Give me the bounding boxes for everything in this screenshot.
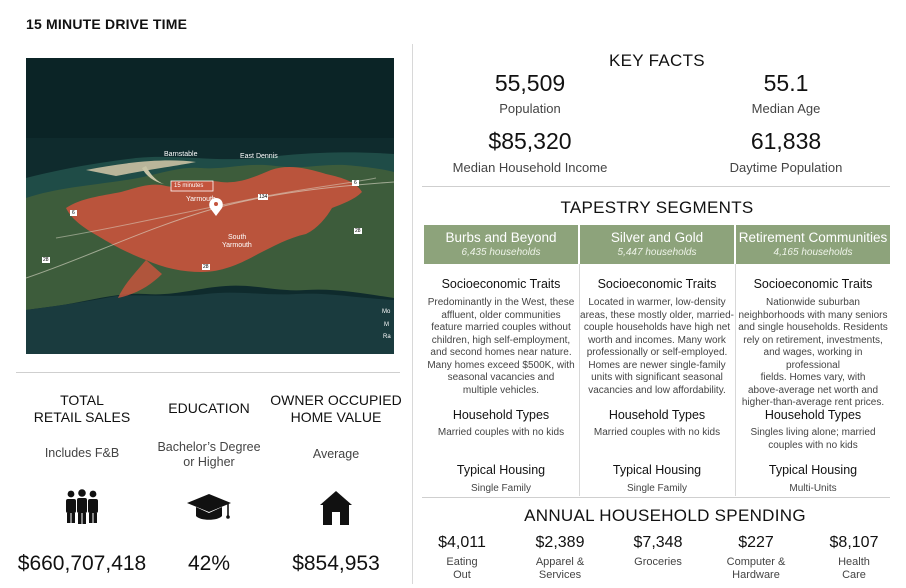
road-marker-28-west: 28 xyxy=(43,257,49,263)
spending-eating-out-label xyxy=(422,556,502,582)
map-corner-label-3: Ra xyxy=(383,334,391,340)
median-income-value: $85,320 xyxy=(488,128,572,154)
traits-line: multiple vehicles. xyxy=(462,384,540,396)
spending-title: ANNUAL HOUSEHOLD SPENDING xyxy=(524,506,806,525)
household-types-line: Married couples with no kids xyxy=(593,427,721,438)
housing-text: Single Family xyxy=(626,483,688,494)
road-marker-28-east: 28 xyxy=(355,228,361,234)
spending-label-line: Apparel & xyxy=(535,556,585,568)
map-label-yarmouth: Yarmouth xyxy=(186,196,216,203)
segment-header-silver-gold xyxy=(580,225,734,264)
segment-households: 5,447 households xyxy=(617,247,697,258)
median-income-label: Median Household Income xyxy=(452,160,608,175)
segment-name: Burbs and Beyond xyxy=(445,230,557,245)
household-types-line: Married couples with no kids xyxy=(437,427,565,438)
stat-title-line-1: EDUCATION xyxy=(168,400,250,416)
housing-heading: Typical Housing xyxy=(768,463,858,477)
stat-education xyxy=(150,400,268,470)
traits-line: Nationwide suburban xyxy=(766,297,860,308)
road-marker-28-south: 28 xyxy=(203,264,209,270)
spending-groceries-label xyxy=(618,556,698,569)
housing-text: Single Family xyxy=(470,483,532,494)
household-types-heading: Household Types xyxy=(608,408,706,422)
traits-line: rely on retirement, investments, xyxy=(743,334,883,346)
segment-header-retirement xyxy=(736,225,890,264)
traits-text xyxy=(580,297,734,397)
education-value: 42% xyxy=(187,552,231,575)
household-types-heading: Household Types xyxy=(764,408,862,422)
page-title: 15 MINUTE DRIVE TIME xyxy=(26,16,188,32)
map-label-east-dennis: East Dennis xyxy=(240,153,278,160)
household-types-text xyxy=(736,427,890,452)
segment-households: 4,165 households xyxy=(773,247,853,258)
tapestry-title: TAPESTRY SEGMENTS xyxy=(560,198,754,217)
left-divider xyxy=(16,372,400,373)
traits-text xyxy=(424,297,578,397)
map-label-south: South xyxy=(228,234,247,241)
spending-apparel-value: $2,389 xyxy=(535,534,585,551)
traits-line: worth and incomes. Many work xyxy=(588,334,726,346)
map-drive-time-badge: 15 minutes xyxy=(174,183,204,189)
spending-health-care-value: $8,107 xyxy=(829,534,879,551)
stat-subtitle: Average xyxy=(312,447,360,461)
spending-label-line: Computer & xyxy=(726,556,786,568)
home-value-value: $854,953 xyxy=(292,552,380,575)
tapestry-divider xyxy=(422,497,890,498)
traits-line: units with significant seasonal xyxy=(591,372,723,383)
housing-heading: Typical Housing xyxy=(456,463,546,477)
traits-line: above-average net worth and xyxy=(747,384,879,396)
traits-text xyxy=(736,297,890,410)
traits-line: areas, these mostly older, married- xyxy=(580,309,734,321)
median-age-value: 55.1 xyxy=(763,70,809,96)
stat-subtitle-line-1: Bachelor’s Degree xyxy=(157,440,261,454)
map-corner-label-2: M xyxy=(384,322,389,328)
stat-title-line-1: TOTAL xyxy=(60,392,104,408)
graduation-cap-icon xyxy=(186,492,232,529)
spending-label-line: Eating xyxy=(446,556,478,568)
retail-sales-value: $660,707,418 xyxy=(17,552,147,575)
traits-line: affluent, older communities xyxy=(441,309,561,321)
spending-apparel-label xyxy=(520,556,600,582)
spending-groceries-value: $7,348 xyxy=(633,534,683,551)
daytime-population-label: Daytime Population xyxy=(729,160,843,175)
traits-line: and second homes near nature. xyxy=(430,347,572,358)
traits-line: seasonal vacancies and xyxy=(447,372,555,383)
map-label-yarmouth-south: Yarmouth xyxy=(222,242,252,249)
traits-heading: Socioeconomic Traits xyxy=(753,277,873,291)
traits-line: and wages, working in professional xyxy=(763,347,863,371)
traits-line: Homes are newer single-family xyxy=(588,359,726,371)
spending-computer-label xyxy=(712,556,800,582)
traits-line: feature married couples without xyxy=(431,322,571,333)
traits-line: Predominantly in the West, these xyxy=(427,297,575,308)
housing-heading: Typical Housing xyxy=(612,463,702,477)
map-graphic xyxy=(26,58,394,354)
segment-name: Silver and Gold xyxy=(610,230,704,245)
traits-line: and single households. Residents xyxy=(738,322,888,333)
road-marker-6-west: 6 xyxy=(72,210,75,216)
spending-label-line: Out xyxy=(453,569,471,581)
spending-eating-out-value: $4,011 xyxy=(438,534,486,551)
traits-line: vacancies and low affordability. xyxy=(588,384,726,396)
population-value: 55,509 xyxy=(494,70,566,96)
map-label-barnstable: Barnstable xyxy=(164,151,198,158)
household-types-text xyxy=(424,427,578,440)
spending-label-line: Services xyxy=(538,569,582,581)
population-label: Population xyxy=(499,101,561,116)
household-types-heading: Household Types xyxy=(452,408,550,422)
stat-title-line-2: RETAIL SALES xyxy=(33,409,131,425)
road-marker-6-east: 6 xyxy=(354,180,357,186)
house-icon xyxy=(319,490,353,531)
drive-time-map[interactable] xyxy=(26,58,394,354)
daytime-population-value: 61,838 xyxy=(750,128,822,154)
stat-retail-sales xyxy=(22,392,142,461)
household-types-line: couples with no kids xyxy=(768,439,858,451)
stat-title-line-1: OWNER OCCUPIED xyxy=(270,392,402,408)
traits-line: higher-than-average rent prices. xyxy=(741,397,885,408)
segment-name: Retirement Communities xyxy=(738,230,888,245)
traits-line: children, high self-employment, xyxy=(431,334,571,346)
spending-label-line: Hardware xyxy=(732,569,780,581)
stat-title-line-2: HOME VALUE xyxy=(290,409,382,425)
spending-health-care-label xyxy=(814,556,894,582)
traits-line: Many homes exceed $500K, with xyxy=(427,359,575,371)
key-facts-divider xyxy=(422,186,890,187)
column-divider xyxy=(412,44,413,584)
stat-subtitle-line-2: or Higher xyxy=(183,455,235,469)
housing-text: Multi-Units xyxy=(789,483,837,494)
spending-label-line: Care xyxy=(842,569,866,581)
map-corner-label-1: Mo xyxy=(382,309,391,315)
traits-line: Located in warmer, low-density xyxy=(588,297,726,308)
segment-header-burbs xyxy=(424,225,578,264)
spending-label-line: Health xyxy=(838,556,870,568)
traits-line: professionally or self-employed. xyxy=(586,347,728,358)
traits-line: fields. Homes vary, with xyxy=(760,372,866,383)
stat-home-value xyxy=(270,392,402,462)
household-types-line: Singles living alone; married xyxy=(750,427,876,438)
stat-subtitle: Includes F&B xyxy=(44,446,120,460)
key-facts-title: KEY FACTS xyxy=(609,51,705,70)
traits-heading: Socioeconomic Traits xyxy=(441,277,561,291)
people-group-icon xyxy=(63,488,101,531)
segment-households: 6,435 households xyxy=(461,247,541,258)
traits-heading: Socioeconomic Traits xyxy=(597,277,717,291)
spending-computer-value: $227 xyxy=(738,534,774,551)
spending-label-line: Groceries xyxy=(634,556,682,568)
road-marker-134: 134 xyxy=(259,194,268,200)
traits-line: couple households have high net xyxy=(583,322,731,333)
traits-line: neighborhoods with many seniors xyxy=(738,309,888,321)
household-types-text xyxy=(580,427,734,440)
median-age-label: Median Age xyxy=(751,101,821,116)
